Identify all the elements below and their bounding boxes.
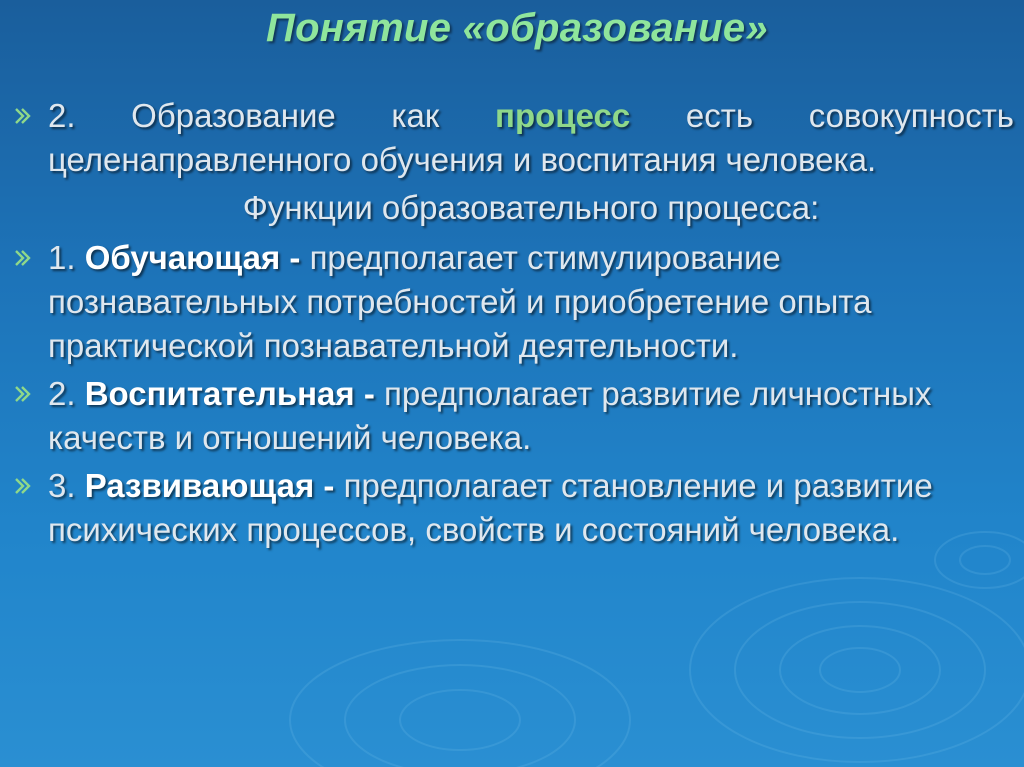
function-number: 2.: [48, 375, 76, 412]
definition-prefix: 2. Образование как: [48, 97, 440, 134]
function-item: [14, 464, 1014, 552]
function-description: предполагает стимулирование познавательных потребностей и приобретение опыта практической познавательной деятельности.: [48, 239, 872, 364]
function-term: Развивающая -: [84, 467, 335, 504]
definition-paragraph: [14, 94, 1014, 182]
functions-subheading: Функции образовательного процесса:: [242, 189, 820, 226]
arrow-chevron-bullet-icon: [14, 236, 36, 280]
function-term: Воспитательная -: [84, 375, 375, 412]
function-number: 3.: [48, 467, 76, 504]
definition-suffix: есть совокупность целенаправленного обучения и воспитания человека.: [48, 97, 1014, 178]
slide-title: Понятие «образование»: [266, 6, 768, 50]
arrow-chevron-bullet-icon: [14, 464, 36, 508]
function-item: [14, 236, 1014, 368]
function-description: предполагает развитие личностных качеств и отношений человека.: [48, 375, 932, 456]
function-description: предполагает становление и развитие психических процессов, свойств и состояний человека.: [48, 467, 933, 548]
function-number: 1.: [48, 239, 76, 276]
arrow-chevron-bullet-icon: [14, 372, 36, 416]
slide-body: [14, 94, 1014, 556]
definition-highlight: процесс: [495, 97, 631, 134]
function-item: [14, 372, 1014, 460]
arrow-chevron-bullet-icon: [14, 94, 36, 138]
function-term: Обучающая -: [84, 239, 301, 276]
